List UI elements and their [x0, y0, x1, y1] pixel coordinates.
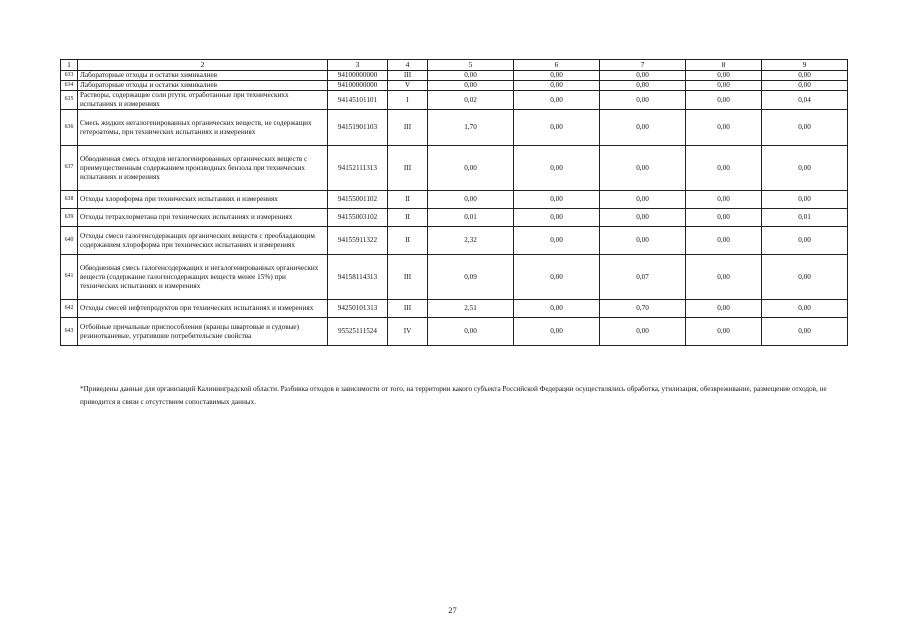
value-col-5: 0,00	[428, 191, 514, 209]
row-number: 638	[61, 191, 78, 209]
value-col-9: 0,00	[762, 146, 848, 191]
row-number: 635	[61, 91, 78, 110]
value-col-9: 0,00	[762, 318, 848, 346]
page-number: 27	[448, 605, 457, 615]
value-col-5: 0,00	[428, 71, 514, 81]
value-col-6: 0,00	[514, 91, 600, 110]
value-col-7: 0,00	[600, 91, 686, 110]
waste-name: Смесь жидких негалогенированных органических веществ, не содержащих гетероатомы, при технических испытаниях и измерениях	[78, 110, 328, 146]
hazard-class: V	[388, 81, 428, 91]
value-col-9: 0,00	[762, 110, 848, 146]
waste-code: 95525111524	[328, 318, 388, 346]
waste-name: Обводненная смесь отходов негалогенированных органических веществ с преимущественным содержанием производных бензола при технических испытаниях и измерениях	[78, 146, 328, 191]
value-col-8: 0,00	[686, 91, 762, 110]
value-col-8: 0,00	[686, 81, 762, 91]
value-col-7: 0,00	[600, 81, 686, 91]
value-col-5: 0,02	[428, 91, 514, 110]
value-col-5: 2,51	[428, 300, 514, 318]
column-header: 7	[600, 60, 686, 71]
row-number: 639	[61, 209, 78, 227]
value-col-7: 0,00	[600, 318, 686, 346]
table-header-row	[61, 60, 848, 71]
value-col-9: 0,00	[762, 300, 848, 318]
value-col-6: 0,00	[514, 110, 600, 146]
waste-code: 94152111313	[328, 146, 388, 191]
value-col-5: 0,09	[428, 255, 514, 300]
waste-code: 94100000000	[328, 71, 388, 81]
waste-code: 94155911322	[328, 227, 388, 255]
value-col-6: 0,00	[514, 191, 600, 209]
table-row	[61, 146, 848, 191]
table-row	[61, 227, 848, 255]
table-row	[61, 209, 848, 227]
column-header: 5	[428, 60, 514, 71]
value-col-6: 0,00	[514, 146, 600, 191]
value-col-9: 0,00	[762, 71, 848, 81]
value-col-8: 0,00	[686, 255, 762, 300]
table-row	[61, 91, 848, 110]
waste-name: Обводненная смесь галогенсодержащих и негалогенированных органических веществ (содержание галогенсодержащих веществ менее 15%) при технических испытаниях и измерениях	[78, 255, 328, 300]
value-col-9: 0,01	[762, 209, 848, 227]
table-row	[61, 318, 848, 346]
row-number: 636	[61, 110, 78, 146]
hazard-class: IV	[388, 318, 428, 346]
value-col-5: 0,01	[428, 209, 514, 227]
value-col-8: 0,00	[686, 318, 762, 346]
column-header: 2	[78, 60, 328, 71]
value-col-7: 0,00	[600, 146, 686, 191]
value-col-9: 0,04	[762, 91, 848, 110]
value-col-6: 0,00	[514, 81, 600, 91]
value-col-6: 0,00	[514, 255, 600, 300]
column-header: 9	[762, 60, 848, 71]
hazard-class: III	[388, 146, 428, 191]
hazard-class: III	[388, 71, 428, 81]
value-col-7: 0,70	[600, 300, 686, 318]
waste-code: 94145101101	[328, 91, 388, 110]
waste-name: Отходы смесей нефтепродуктов при технических испытаниях и измерениях	[78, 300, 328, 318]
value-col-6: 0,00	[514, 300, 600, 318]
waste-name: Отбойные причальные приспособления (кранцы швартовые и судовые) резинотканевые, утратившие потребительские свойства	[78, 318, 328, 346]
row-number: 640	[61, 227, 78, 255]
value-col-8: 0,00	[686, 209, 762, 227]
table-row	[61, 71, 848, 81]
value-col-9: 0,00	[762, 255, 848, 300]
value-col-8: 0,00	[686, 71, 762, 81]
waste-name: Растворы, содержащие соли ртути, отработанные при техническихх испытаниях и измерениях	[78, 91, 328, 110]
row-number: 641	[61, 255, 78, 300]
value-col-7: 0,07	[600, 255, 686, 300]
waste-name: Отходы смеси галогенсодержащих органических веществ с преобладающим содержанием хлороформа при технических испытаниях и измерениях	[78, 227, 328, 255]
value-col-7: 0,00	[600, 227, 686, 255]
table-row	[61, 300, 848, 318]
waste-code: 94250101313	[328, 300, 388, 318]
waste-name: Лабораторные отходы и остатки химикалиев	[78, 71, 328, 81]
hazard-class: III	[388, 300, 428, 318]
value-col-8: 0,00	[686, 227, 762, 255]
row-number: 637	[61, 146, 78, 191]
waste-code: 94151901103	[328, 110, 388, 146]
column-header: 4	[388, 60, 428, 71]
column-header: 3	[328, 60, 388, 71]
hazard-class: I	[388, 91, 428, 110]
value-col-5: 0,00	[428, 81, 514, 91]
value-col-9: 0,00	[762, 81, 848, 91]
value-col-9: 0,00	[762, 227, 848, 255]
hazard-class: II	[388, 209, 428, 227]
table-row	[61, 81, 848, 91]
value-col-5: 1,70	[428, 110, 514, 146]
value-col-6: 0,00	[514, 318, 600, 346]
waste-code: 94100000000	[328, 81, 388, 91]
table-row	[61, 110, 848, 146]
table-row	[61, 191, 848, 209]
value-col-5: 0,00	[428, 146, 514, 191]
table-row	[61, 255, 848, 300]
hazard-class: II	[388, 227, 428, 255]
row-number: 643	[61, 318, 78, 346]
value-col-7: 0,00	[600, 191, 686, 209]
hazard-class: III	[388, 255, 428, 300]
value-col-8: 0,00	[686, 300, 762, 318]
value-col-7: 0,00	[600, 209, 686, 227]
row-number: 633	[61, 71, 78, 81]
row-number: 642	[61, 300, 78, 318]
hazard-class: III	[388, 110, 428, 146]
value-col-6: 0,00	[514, 71, 600, 81]
row-number: 634	[61, 81, 78, 91]
waste-name: Отходы тетрахлорметана при технических испытаниях и измерениях	[78, 209, 328, 227]
value-col-8: 0,00	[686, 110, 762, 146]
waste-code: 94158114313	[328, 255, 388, 300]
value-col-7: 0,00	[600, 71, 686, 81]
value-col-6: 0,00	[514, 209, 600, 227]
value-col-8: 0,00	[686, 191, 762, 209]
hazard-class: II	[388, 191, 428, 209]
waste-name: Лабораторные отходы и остатки химикалиев	[78, 81, 328, 91]
column-header: 6	[514, 60, 600, 71]
column-header: 1	[61, 60, 78, 71]
value-col-9: 0,00	[762, 191, 848, 209]
value-col-5: 0,00	[428, 318, 514, 346]
footnote: *Приведены данные для организаций Калининградской области. Разбивка отходов в зависимости от того, на территории какого субъекта Российской Федерации осуществлялись обработка, утилизация, обезвреживание, размещение отходов, не приводится в связи с отсутствием сопоставимых данных.	[80, 385, 827, 406]
value-col-8: 0,00	[686, 146, 762, 191]
waste-code: 94155003102	[328, 209, 388, 227]
waste-name: Отходы хлороформа при технических испытаниях и измерениях	[78, 191, 328, 209]
value-col-5: 2,32	[428, 227, 514, 255]
waste-table	[60, 59, 848, 346]
column-header: 8	[686, 60, 762, 71]
waste-code: 94155001102	[328, 191, 388, 209]
value-col-7: 0,00	[600, 110, 686, 146]
value-col-6: 0,00	[514, 227, 600, 255]
